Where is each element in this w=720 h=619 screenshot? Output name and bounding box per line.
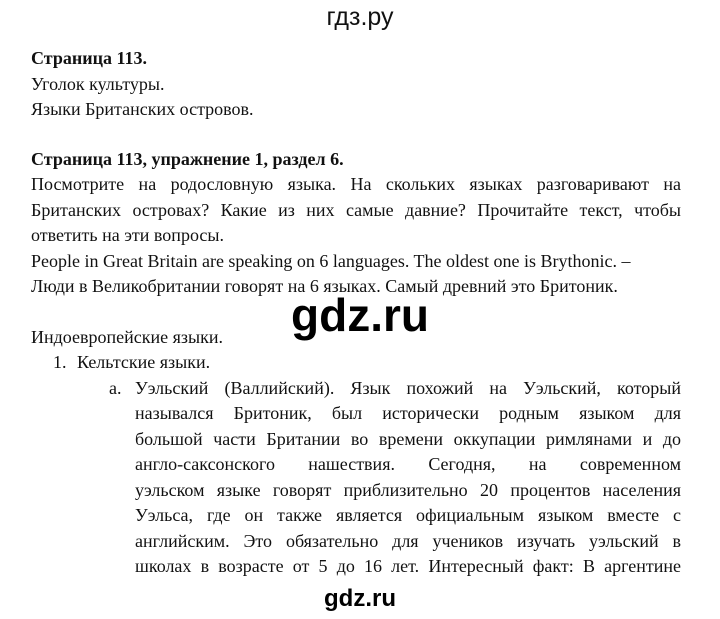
list-item-label: Кельтские языки. (77, 352, 211, 372)
answer-line: People in Great Britain are speaking on 6 languages. The oldest one is Brythonic. – (31, 250, 631, 271)
spacer (31, 300, 681, 325)
site-header-logo: гдз.ру (326, 3, 394, 31)
task-line: Британских островах? Какие из них самые давние? Прочитайте текст, чтобы (31, 199, 681, 220)
document-body (31, 46, 681, 580)
watermark-logo: gdz.ru (291, 289, 429, 341)
sub-item-marker: a. (109, 377, 122, 398)
topic-title: Языки Британских островов. (31, 99, 254, 119)
section-title: Уголок культуры. (31, 73, 165, 94)
sub-item-line: англо-саксонского нашествия. Сегодня, на современном (135, 454, 681, 474)
list-item-celtic (31, 350, 681, 376)
task-line: Посмотрите на родословную языка. На скольких языках разговаривают на (31, 174, 681, 194)
task-line: ответить на эти вопросы. (31, 225, 224, 245)
sub-item-line: назывался Бритоник, был исторически родным языком для (135, 403, 681, 423)
page-title: Страница 113. (31, 48, 147, 68)
language-family-title: Индоевропейские языки. (31, 326, 223, 347)
sub-item-welsh (31, 376, 681, 580)
footer-watermark: gdz.ru (324, 585, 396, 612)
exercise-title: Страница 113, упражнение 1, раздел 6. (31, 148, 344, 169)
sub-item-line: английским. Это обязательно для учеников изучать уэльский в (135, 530, 681, 551)
sub-item-line: большой части Британии во времени оккупации римлянами и до (135, 428, 681, 449)
sub-item-line: уэльском языке говорят приблизительно 20 процентов населения (135, 479, 681, 500)
sub-item-line: Уэльса, где он также является официальным языком вместе с (135, 505, 681, 525)
spacer (31, 123, 681, 147)
list-item-marker: 1. (53, 352, 67, 372)
sub-item-line: школах в возрасте от 5 до 16 лет. Интересный факт: В аргентине (135, 556, 681, 576)
sub-item-line: Уэльский (Валлийский). Язык похожий на Уэльский, который (135, 377, 681, 398)
answer-line: Люди в Великобритании говорят на 6 языках. Самый древний это Бритоник. (31, 276, 618, 296)
